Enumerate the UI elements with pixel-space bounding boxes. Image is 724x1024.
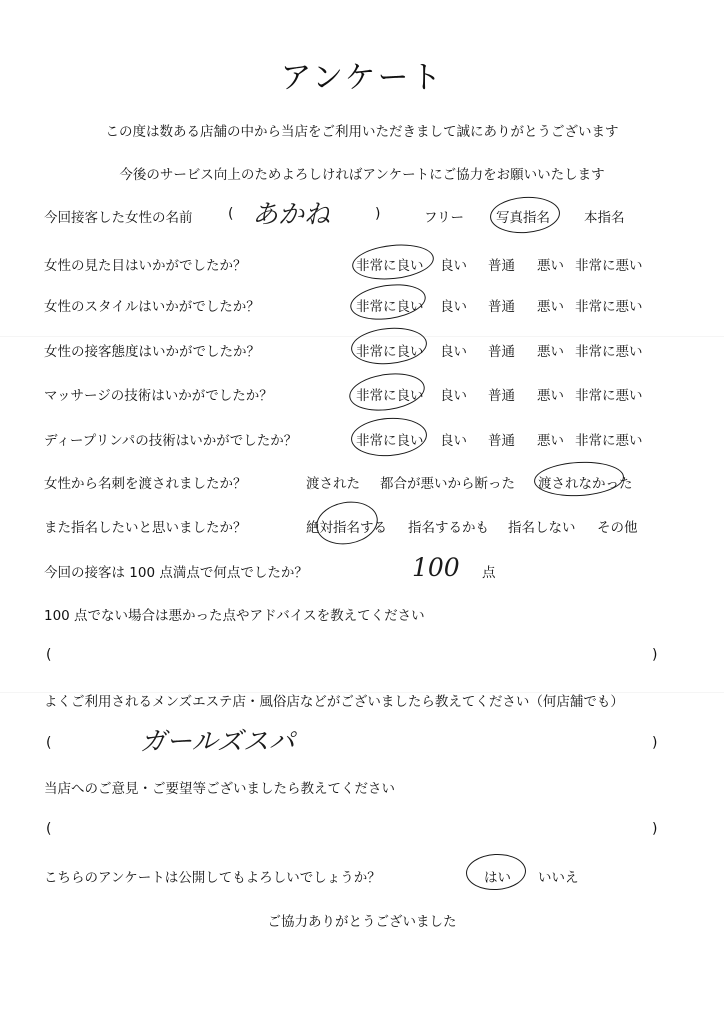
close-paren: ) bbox=[652, 647, 658, 663]
opinion-answer-row bbox=[0, 821, 724, 843]
rating-question: ディープリンパの技術はいかがでしたか？ bbox=[44, 433, 298, 449]
option-very-bad[interactable]: 非常に悪い bbox=[575, 258, 643, 274]
option-very-good[interactable]: 非常に良い bbox=[356, 433, 424, 449]
option-yes[interactable]: はい bbox=[484, 870, 511, 886]
option-free[interactable]: フリー bbox=[424, 210, 464, 226]
option-average[interactable]: 普通 bbox=[488, 299, 515, 315]
intro-line-2: 今後のサービス向上のためよろしければアンケートにご協力をお願いいたします bbox=[119, 167, 605, 183]
option-declined[interactable]: 都合が悪いから断った bbox=[380, 476, 515, 492]
option-bad[interactable]: 悪い bbox=[537, 344, 564, 360]
option-very-good[interactable]: 非常に良い bbox=[356, 258, 424, 274]
close-paren: ) bbox=[652, 821, 658, 837]
option-very-good[interactable]: 非常に良い bbox=[356, 344, 424, 360]
other-shops-question: よくご利用されるメンズエステ店・風俗店などがございましたら教えてください（何店舗でも） bbox=[44, 694, 624, 710]
other-shops-row bbox=[0, 690, 724, 712]
open-paren: ( bbox=[46, 735, 52, 751]
option-bad[interactable]: 悪い bbox=[537, 258, 564, 274]
option-other[interactable]: その他 bbox=[597, 520, 638, 536]
handwritten-score[interactable]: 100 bbox=[412, 553, 460, 582]
opinion-row bbox=[0, 777, 724, 799]
closing-message: ご協力ありがとうございました bbox=[267, 914, 457, 930]
name-question: 今回接客した女性の名前 bbox=[44, 210, 193, 226]
score-row bbox=[0, 553, 724, 583]
repeat-question: また指名したいと思いましたか？ bbox=[44, 520, 247, 536]
score-question: 今回の接客は 100 点満点で何点でしたか？ bbox=[44, 565, 308, 581]
option-bad[interactable]: 悪い bbox=[537, 388, 564, 404]
option-very-bad[interactable]: 非常に悪い bbox=[575, 344, 643, 360]
option-average[interactable]: 普通 bbox=[488, 258, 515, 274]
fold-line bbox=[0, 336, 724, 337]
option-good[interactable]: 良い bbox=[440, 433, 467, 449]
option-received[interactable]: 渡された bbox=[306, 476, 360, 492]
advice-answer-row bbox=[0, 647, 724, 669]
option-bad[interactable]: 悪い bbox=[537, 433, 564, 449]
publish-question: こちらのアンケートは公開してもよろしいでしょうか？ bbox=[44, 870, 381, 886]
handwritten-name[interactable]: あかね bbox=[252, 200, 331, 230]
opinion-question: 当店へのご意見・ご要望等ございましたら教えてください bbox=[44, 781, 395, 797]
close-paren: ) bbox=[375, 206, 381, 222]
survey-title: アンケート bbox=[280, 60, 444, 96]
advice-row bbox=[0, 604, 724, 626]
rating-row bbox=[0, 254, 724, 276]
option-very-bad[interactable]: 非常に悪い bbox=[575, 433, 643, 449]
option-good[interactable]: 良い bbox=[440, 344, 467, 360]
option-good[interactable]: 良い bbox=[440, 299, 467, 315]
advice-question: 100 点でない場合は悪かった点やアドバイスを教えてください bbox=[44, 608, 425, 624]
open-paren: ( bbox=[228, 206, 234, 222]
rating-question: 女性の接客態度はいかがでしたか？ bbox=[44, 344, 260, 360]
score-unit: 点 bbox=[482, 565, 496, 581]
rating-row bbox=[0, 340, 724, 362]
option-average[interactable]: 普通 bbox=[488, 433, 515, 449]
rating-question: 女性の見た目はいかがでしたか？ bbox=[44, 258, 247, 274]
card-question: 女性から名刺を渡されましたか？ bbox=[44, 476, 247, 492]
open-paren: ( bbox=[46, 647, 52, 663]
rating-row bbox=[0, 384, 724, 406]
option-very-good[interactable]: 非常に良い bbox=[356, 299, 424, 315]
handwritten-shop-name[interactable]: ガールズスパ bbox=[140, 727, 295, 757]
option-not-received[interactable]: 渡されなかった bbox=[538, 476, 633, 492]
open-paren: ( bbox=[46, 821, 52, 837]
publish-row bbox=[0, 866, 724, 888]
name-row bbox=[0, 200, 724, 230]
option-average[interactable]: 普通 bbox=[488, 344, 515, 360]
option-no[interactable]: 指名しない bbox=[508, 520, 576, 536]
option-average[interactable]: 普通 bbox=[488, 388, 515, 404]
option-good[interactable]: 良い bbox=[440, 388, 467, 404]
option-maybe[interactable]: 指名するかも bbox=[408, 520, 489, 536]
option-bad[interactable]: 悪い bbox=[537, 299, 564, 315]
rating-question: マッサージの技術はいかがでしたか？ bbox=[44, 388, 273, 404]
option-very-good[interactable]: 非常に良い bbox=[356, 388, 424, 404]
option-definitely[interactable]: 絶対指名する bbox=[306, 520, 387, 536]
close-paren: ) bbox=[652, 735, 658, 751]
rating-row bbox=[0, 295, 724, 317]
option-photo-nomination[interactable]: 写真指名 bbox=[496, 210, 550, 226]
option-regular-nomination[interactable]: 本指名 bbox=[584, 210, 625, 226]
option-very-bad[interactable]: 非常に悪い bbox=[575, 388, 643, 404]
intro-line-1: この度は数ある店舗の中から当店をご利用いただきまして誠にありがとうございます bbox=[105, 124, 619, 140]
rating-row bbox=[0, 429, 724, 451]
rating-question: 女性のスタイルはいかがでしたか？ bbox=[44, 299, 260, 315]
option-very-bad[interactable]: 非常に悪い bbox=[575, 299, 643, 315]
option-good[interactable]: 良い bbox=[440, 258, 467, 274]
repeat-row bbox=[0, 516, 724, 538]
other-shops-answer-row bbox=[0, 727, 724, 757]
card-row bbox=[0, 472, 724, 494]
option-no[interactable]: いいえ bbox=[538, 870, 579, 886]
